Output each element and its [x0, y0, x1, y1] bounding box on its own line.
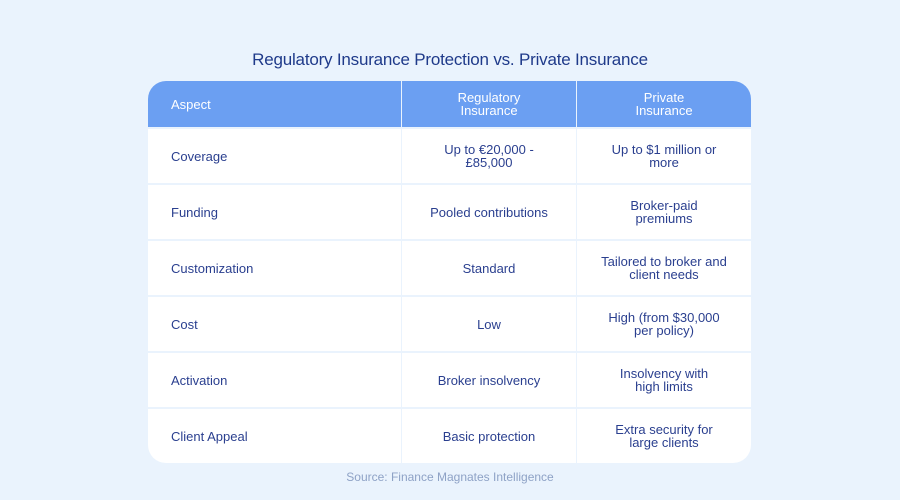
table-cell-aspect [148, 409, 401, 463]
cell-text: High (from $30,000 per policy) [608, 310, 720, 338]
table-cell-regulatory [402, 409, 576, 463]
table-cell-private [577, 185, 751, 239]
table-cell-regulatory [402, 353, 576, 407]
cell-text: Standard [462, 260, 516, 276]
cell-text: Customization [171, 260, 254, 276]
cell-text: Client Appeal [171, 428, 248, 444]
table-cell-private [577, 297, 751, 351]
source-caption: Source: Finance Magnates Intelligence [346, 470, 554, 484]
table-header-regulatory [402, 81, 576, 127]
table-cell-aspect [148, 241, 401, 295]
cell-text: Basic protection [442, 428, 536, 444]
table-cell-aspect [148, 353, 401, 407]
table-header-aspect [148, 81, 401, 127]
header-label: Aspect [171, 96, 211, 112]
header-label: Regulatory Insurance [457, 90, 521, 118]
cell-text: Cost [171, 316, 198, 332]
table-cell-regulatory [402, 297, 576, 351]
header-label: Private Insurance [635, 90, 693, 118]
cell-text: Broker insolvency [437, 372, 541, 388]
cell-text: Extra security for large clients [615, 422, 713, 450]
cell-text: Up to €20,000 - £85,000 [444, 142, 534, 170]
table-cell-aspect [148, 185, 401, 239]
table-cell-regulatory [402, 185, 576, 239]
cell-text: Tailored to broker and client needs [601, 254, 727, 282]
page-title: Regulatory Insurance Protection vs. Private Insurance [252, 50, 648, 69]
cell-text: Broker-paid premiums [630, 198, 698, 226]
table-cell-private [577, 129, 751, 183]
table-cell-private [577, 241, 751, 295]
cell-text: Activation [171, 372, 228, 388]
cell-text: Insolvency with high limits [619, 366, 709, 394]
table-cell-private [577, 409, 751, 463]
table-cell-private [577, 353, 751, 407]
cell-text: Pooled contributions [430, 204, 548, 220]
table-cell-aspect [148, 297, 401, 351]
cell-text: Low [477, 316, 501, 332]
cell-text: Funding [171, 204, 218, 220]
table-cell-regulatory [402, 241, 576, 295]
cell-text: Coverage [171, 148, 228, 164]
table-cell-aspect [148, 129, 401, 183]
comparison-table [148, 81, 751, 463]
cell-text: Up to $1 million or more [611, 142, 717, 170]
table-header-private [577, 81, 751, 127]
table-cell-regulatory [402, 129, 576, 183]
